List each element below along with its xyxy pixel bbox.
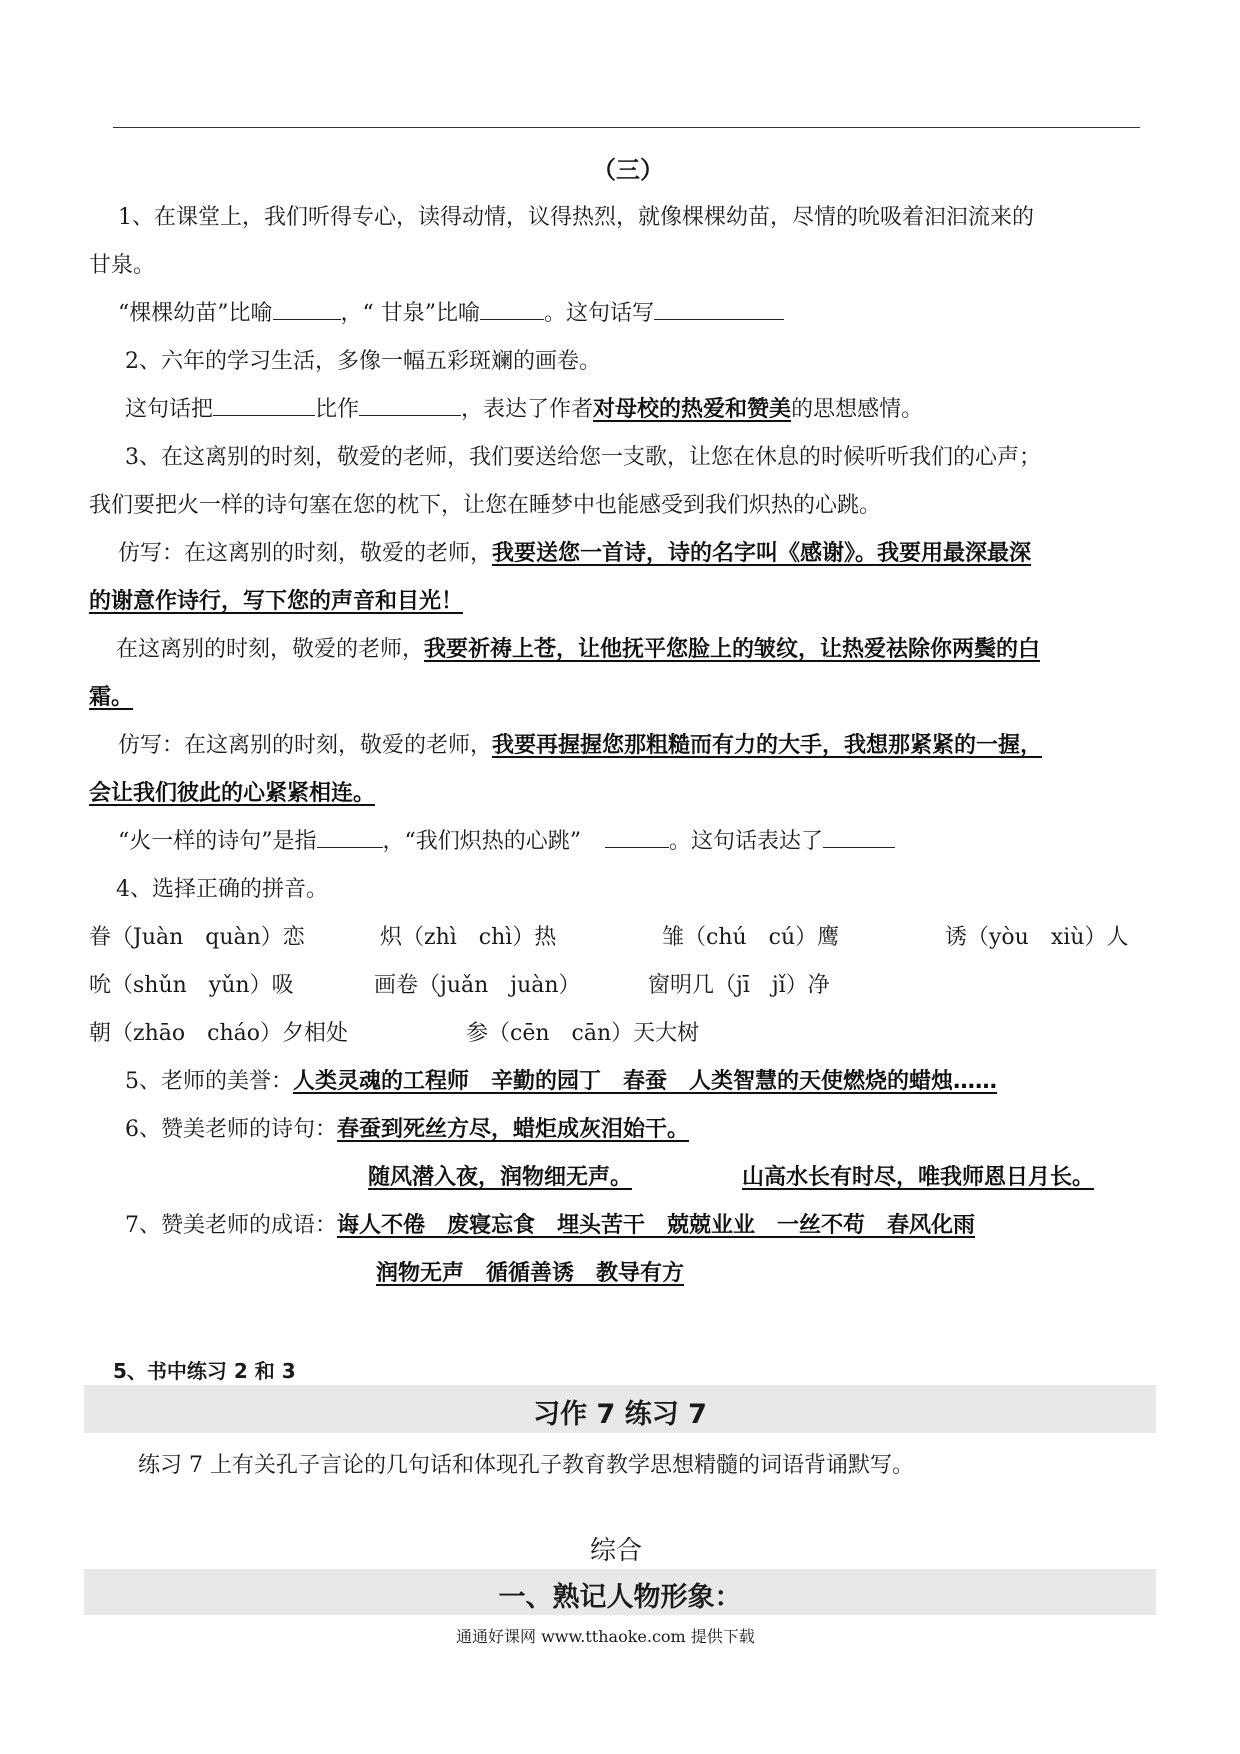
q3-imit3-label: 仿写：在这离别的时刻，敬爱的老师，: [118, 733, 493, 758]
q6-answer1: 春蚕到死丝方尽，蜡炬成灰泪始干。: [337, 1117, 690, 1142]
q6-answer2: 随风潜入夜，润物细无声。: [368, 1165, 633, 1190]
band-text: 练习 7 上有关孔子言论的几句话和体现孔子教育教学思想精髓的词语背诵默写。: [138, 1453, 914, 1478]
q6-label: 6、赞美老师的诗句：: [125, 1117, 337, 1142]
q2-prompt-d: 的思想感情。: [791, 397, 924, 422]
q1-prompt-b: ，“ 甘泉”比喻: [340, 301, 480, 326]
q1-line1: 1、在课堂上，我们听得专心，读得动情，议得热烈，就像棵棵幼苗，尽情的吮吸着汩汩流来的: [118, 205, 1035, 230]
pinyin-item: 眷（Juàn quàn）恋: [89, 925, 305, 950]
q2-prompt-a: 这句话把: [125, 397, 214, 422]
answer-blank[interactable]: [213, 397, 315, 416]
q3-prompt-a: “火一样的诗句”是指: [118, 829, 317, 854]
q5-row: [125, 1064, 997, 1095]
q3-prompt: [118, 824, 895, 855]
q2-prompt-b: 比作: [315, 397, 360, 422]
q3-prompt-c: 。这句话表达了: [669, 829, 824, 854]
pinyin-item: 雏（chú cú）鹰: [662, 925, 840, 950]
q7-answer1: 诲人不倦 废寝忘食 埋头苦干 兢兢业业 一丝不苟 春风化雨: [337, 1213, 976, 1238]
section-heading: 综合: [590, 1536, 643, 1566]
q6-row: [125, 1112, 689, 1143]
q3-imit1-row1: [118, 536, 1031, 567]
q5-answer: 人类灵魂的工程师 辛勤的园丁 春蚕 人类智慧的天使燃烧的蜡烛……: [293, 1069, 998, 1094]
pinyin-item: 炽（zhì chì）热: [380, 925, 557, 950]
q7-answer2: 润物无声 循循善诱 教导有方: [376, 1261, 685, 1286]
q1-prompt-a: “棵棵幼苗”比喻: [118, 301, 273, 326]
q3-line2: 我们要把火一样的诗句塞在您的枕下，让您在睡梦中也能感受到我们炽热的心跳。: [89, 493, 882, 518]
q1-line2: 甘泉。: [89, 253, 156, 278]
q1-prompt-c: 。这句话写: [544, 301, 655, 326]
answer-blank[interactable]: [359, 397, 461, 416]
band-title: 习作 7 练习 7: [533, 1399, 707, 1430]
pinyin-item: 朝（zhāo cháo）夕相处: [89, 1021, 348, 1046]
q7-label: 7、赞美老师的成语：: [125, 1213, 337, 1238]
exercise-note: 5、书中练习 2 和 3: [113, 1359, 296, 1383]
answer-blank[interactable]: [823, 829, 895, 848]
answer-blank[interactable]: [480, 301, 544, 320]
q6-answer3: 山高水长有时尽，唯我师恩日月长。: [742, 1165, 1095, 1190]
answer-blank[interactable]: [654, 301, 784, 320]
heading-band: [84, 1569, 1156, 1615]
q3-imit1-answer-a: 我要送您一首诗，诗的名字叫《感谢》。我要用最深最深: [492, 541, 1032, 566]
answer-blank[interactable]: [605, 829, 669, 848]
pinyin-item: 画卷（juǎn juàn）: [374, 973, 581, 998]
q2-answer: 对母校的热爱和赞美: [593, 397, 792, 422]
q2-line1: 2、六年的学习生活，多像一幅五彩斑斓的画卷。: [125, 349, 601, 374]
footer: 通通好课网 www.tthaoke.com 提供下载: [456, 1627, 755, 1646]
q3-imit1-label: 仿写：在这离别的时刻，敬爱的老师，: [118, 541, 493, 566]
answer-blank[interactable]: [317, 829, 383, 848]
q3-imit2-row1: [116, 632, 1040, 663]
q3-imit2-label: 在这离别的时刻，敬爱的老师，: [116, 637, 425, 662]
q7-row: [125, 1208, 975, 1239]
band-title: 一、熟记人物形象：: [498, 1582, 742, 1613]
section-title: （三）: [592, 156, 664, 184]
q4-heading: 4、选择正确的拼音。: [116, 877, 328, 902]
q3-imit1-answer-b: 的谢意作诗行，写下您的声音和目光！: [89, 589, 464, 614]
pinyin-item: 窗明几（jī jǐ）净: [648, 973, 830, 998]
q2-prompt: [125, 392, 923, 423]
heading-band: [84, 1385, 1156, 1433]
q3-imit2-answer-b: 霜。: [89, 685, 134, 710]
top-rule: [113, 127, 1140, 128]
q1-prompt: [118, 296, 784, 327]
q3-imit3-answer-a: 我要再握握您那粗糙而有力的大手，我想那紧紧的一握，: [492, 733, 1043, 758]
q3-line1: 3、在这离别的时刻，敬爱的老师，我们要送给您一支歌，让您在休息的时候听听我们的心声；: [125, 445, 1042, 470]
q5-label: 5、老师的美誉：: [125, 1069, 293, 1094]
q2-prompt-c: ，表达了作者: [461, 397, 594, 422]
q3-prompt-b: ，“我们炽热的心跳”: [382, 829, 581, 854]
q3-imit3-answer-b: 会让我们彼此的心紧紧相连。: [89, 781, 376, 806]
q3-imit3-row1: [118, 728, 1042, 759]
pinyin-item: 诱（yòu xiù）人: [945, 925, 1129, 950]
answer-blank[interactable]: [273, 301, 341, 320]
q3-imit2-answer-a: 我要祈祷上苍，让他抚平您脸上的皱纹，让热爱祛除你两鬓的白: [424, 637, 1041, 662]
pinyin-item: 吮（shǔn yǔn）吸: [89, 973, 294, 998]
pinyin-item: 参（cēn cān）天大树: [466, 1021, 700, 1046]
